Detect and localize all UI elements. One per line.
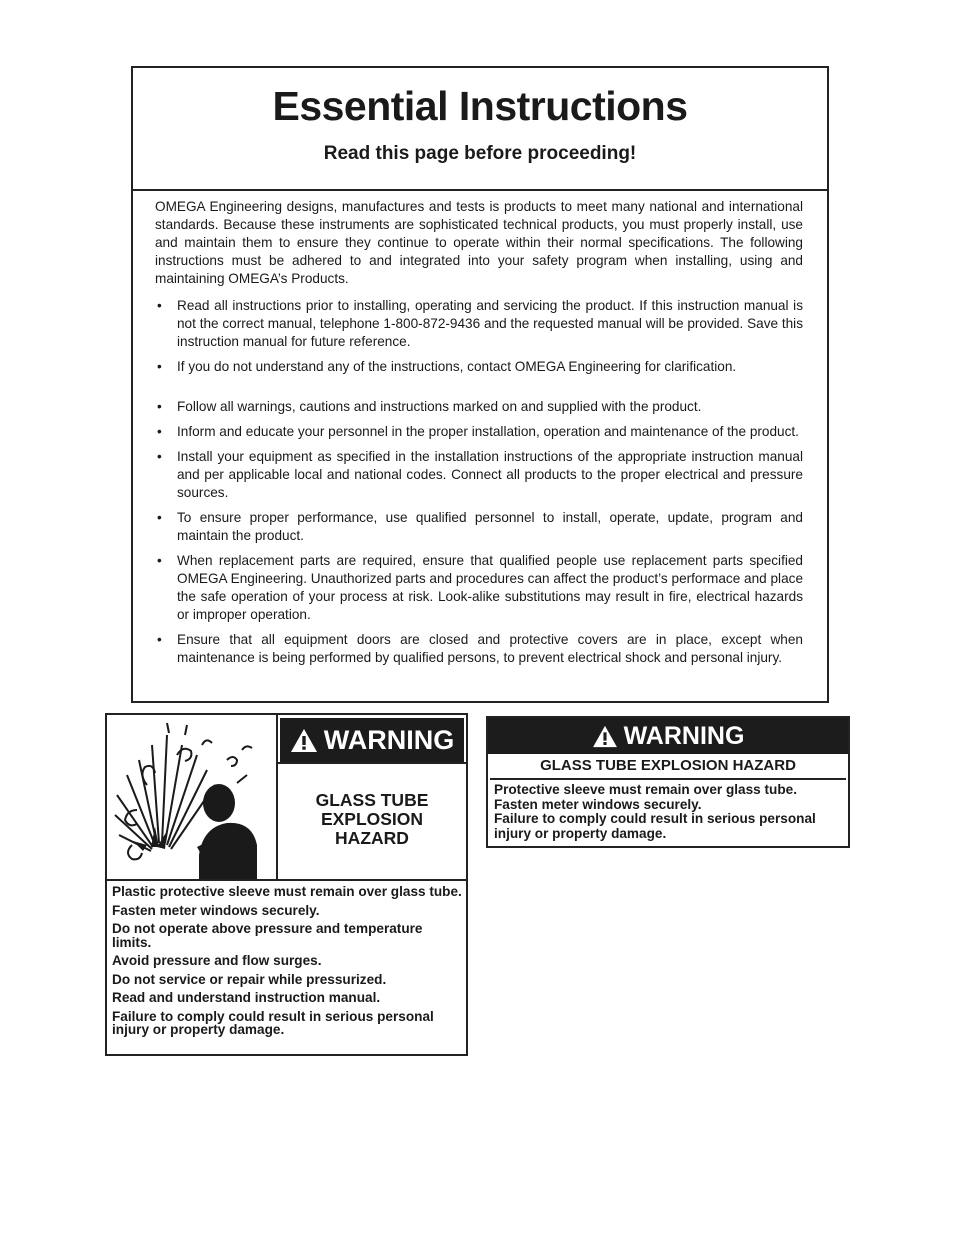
hazard-title-line: HAZARD — [335, 828, 409, 848]
hazard-title-line: GLASS TUBE — [315, 790, 429, 810]
instruction-item — [155, 398, 803, 416]
bullet-icon: • — [157, 510, 162, 525]
instruction-text: Install your equipment as specified in the installation instructions of the appropriate instruction manual and per applicable local and national codes. Connect all products to the proper electrical and pressure sources. — [177, 449, 803, 500]
instructions-body — [133, 191, 827, 667]
hazard-title — [280, 791, 464, 848]
warning-items — [112, 885, 462, 1042]
header — [133, 68, 827, 191]
glass-tube-warning-label-large — [105, 713, 468, 1056]
instruction-list — [155, 297, 803, 667]
instruction-item — [155, 358, 803, 376]
warning-banner-label: WARNING — [323, 724, 455, 755]
instruction-item — [155, 631, 803, 667]
warning-item: Read and understand instruction manual. — [112, 990, 381, 1005]
warning-banner — [488, 718, 848, 754]
instruction-text: Follow all warnings, cautions and instructions marked on and supplied with the product. — [177, 399, 702, 414]
hazard-title: GLASS TUBE EXPLOSION HAZARD — [490, 754, 846, 780]
explosion-pictogram-icon — [107, 715, 278, 879]
explosion-pictogram-icon — [107, 715, 276, 879]
page-title: Essential Instructions — [272, 83, 688, 129]
hazard-title-line: EXPLOSION — [320, 809, 424, 829]
warning-item: Failure to comply could result in serious personal injury or property damage. — [112, 1008, 434, 1037]
warning-item: Failure to comply could result in serious personal injury or property damage. — [494, 811, 816, 841]
warning-banner — [280, 718, 464, 762]
bullet-icon: • — [157, 553, 162, 568]
instruction-text: If you do not understand any of the instructions, contact OMEGA Engineering for clarification. — [177, 359, 737, 374]
bullet-icon: • — [157, 632, 162, 647]
instruction-text: Read all instructions prior to installing, operating and servicing the product. If this instruction manual is not the correct manual, telephone 1-800-872-9436 and the requested manual will be provided. Save this instruction manual for future reference. — [177, 298, 803, 349]
warning-label-top — [107, 715, 466, 881]
bullet-icon: • — [157, 424, 162, 439]
warning-item: Do not service or repair while pressurized. — [112, 971, 387, 987]
divider — [278, 762, 466, 764]
warning-triangle-icon — [592, 725, 618, 748]
bullet-icon: • — [157, 298, 162, 313]
instruction-text: Inform and educate your personnel in the proper installation, operation and maintenance of the product. — [177, 424, 799, 439]
warning-banner-label: WARNING — [623, 721, 745, 750]
warning-triangle-icon — [290, 728, 318, 753]
essential-instructions-box — [131, 66, 829, 703]
bullet-icon: • — [157, 399, 162, 414]
warning-items — [488, 780, 848, 841]
instruction-item — [155, 297, 803, 351]
warning-item: Protective sleeve must remain over glass tube. — [494, 782, 797, 797]
warning-item: Fasten meter windows securely. — [112, 902, 320, 918]
warning-item: Plastic protective sleeve must remain over glass tube. — [112, 884, 462, 899]
instruction-text: When replacement parts are required, ensure that qualified people use replacement parts specified OMEGA Engineering. Unauthorized parts and procedures can affect the product’s performace and place the safe operation of your process at risk. Look-alike substitutions may result in fire, electrical hazards or improper operation. — [177, 553, 803, 622]
warning-item: Fasten meter windows securely. — [494, 796, 702, 812]
intro-paragraph: OMEGA Engineering designs, manufactures and tests is products to meet many national and international standards. Because these instruments are sophisticated technical products, you must properly install, use and maintain them to ensure they continue to operate within their normal specifications. The following instructions must be adhered to and integrated into your safety program when installing, using and maintaining OMEGA’s Products. — [155, 199, 803, 286]
bullet-icon: • — [157, 449, 162, 464]
instruction-text: To ensure proper performance, use qualified personnel to install, operate, update, program and maintain the product. — [177, 510, 803, 543]
bullet-icon: • — [157, 359, 162, 374]
warning-item: Do not operate above pressure and temperature limits. — [112, 921, 423, 950]
instruction-text: Ensure that all equipment doors are closed and protective covers are in place, except when maintenance is being performed by qualified persons, to prevent electrical shock and personal injury. — [177, 632, 803, 665]
instruction-item — [155, 448, 803, 502]
warning-item: Avoid pressure and flow surges. — [112, 953, 322, 968]
instruction-item — [155, 552, 803, 624]
instruction-item — [155, 423, 803, 441]
instruction-item — [155, 509, 803, 545]
page-subtitle: Read this page before proceeding! — [323, 143, 637, 164]
glass-tube-warning-label-small — [486, 716, 850, 848]
